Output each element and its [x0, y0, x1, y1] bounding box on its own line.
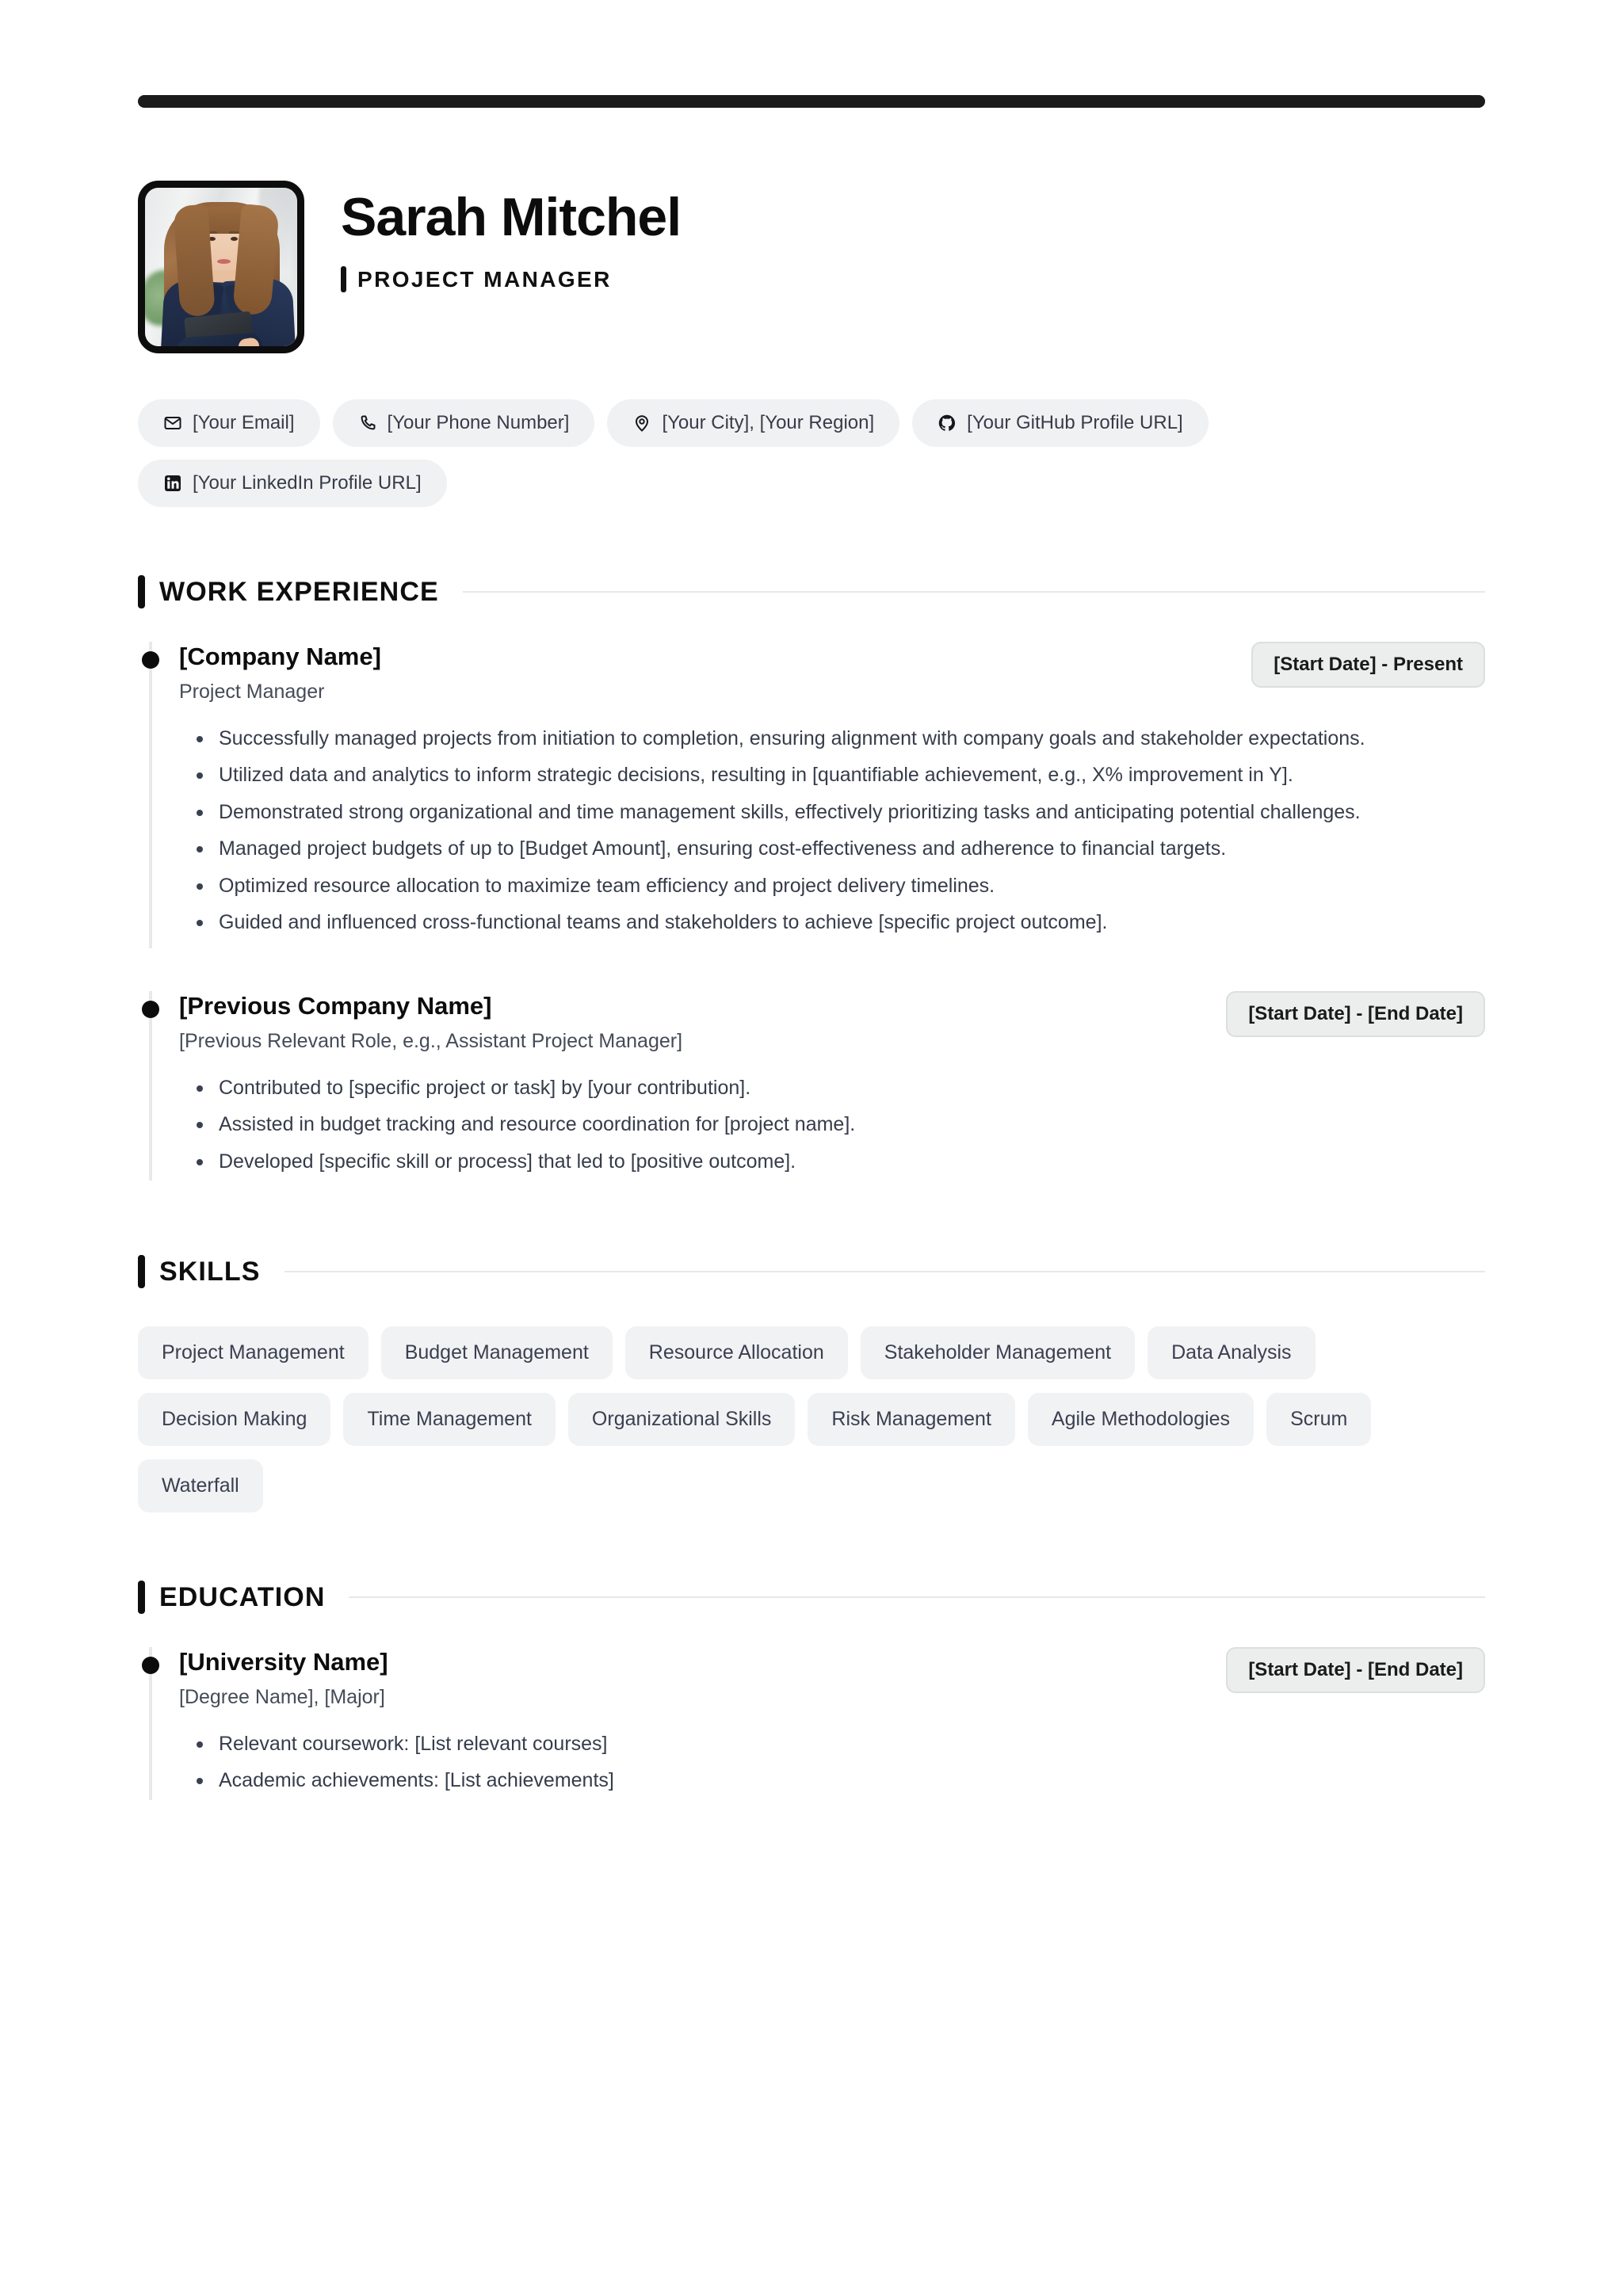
- top-accent-rule: [138, 95, 1485, 108]
- section-title-work: WORK EXPERIENCE: [159, 576, 439, 607]
- contact-github-label: [Your GitHub Profile URL]: [967, 412, 1183, 433]
- section-header: [138, 1581, 1485, 1614]
- timeline-dot: [142, 651, 159, 669]
- job-title: PROJECT MANAGER: [357, 266, 612, 292]
- identity-block: [341, 181, 681, 292]
- education-entry: [138, 1647, 1485, 1806]
- skill-chip: Agile Methodologies: [1028, 1393, 1254, 1446]
- skill-chip: Waterfall: [138, 1459, 263, 1512]
- entry-header: [179, 1647, 1485, 1709]
- envelope-icon: [163, 414, 182, 433]
- contact-phone[interactable]: [333, 399, 595, 447]
- work-entry-list: [138, 642, 1485, 1187]
- contact-location[interactable]: [607, 399, 899, 447]
- list-item: Guided and influenced cross-functional teams and stakeholders to achieve [specific project outcome].: [214, 906, 1485, 939]
- section-accent-bar: [138, 1581, 145, 1614]
- section-title-skills: SKILLS: [159, 1256, 261, 1287]
- skill-chip: Budget Management: [381, 1326, 613, 1379]
- phone-icon: [358, 414, 377, 433]
- avatar-image: [145, 188, 297, 346]
- location-pin-icon: [632, 414, 651, 433]
- resume-sheet: [138, 0, 1485, 1806]
- entry-organization: [Previous Company Name]: [179, 991, 492, 1020]
- skill-chip: Risk Management: [808, 1393, 1014, 1446]
- avatar: [138, 181, 304, 353]
- skill-chip: Resource Allocation: [625, 1326, 848, 1379]
- list-item: Demonstrated strong organizational and time management skills, effectively prioritizing tasks and anticipating potential challenges.: [214, 796, 1485, 829]
- contact-email-label: [Your Email]: [193, 412, 295, 433]
- list-item: Successfully managed projects from initiation to completion, ensuring alignment with company goals and stakeholder expectations.: [214, 723, 1485, 755]
- section-work-experience: [138, 575, 1485, 1187]
- education-entry-list: [138, 1647, 1485, 1806]
- skill-chip: Data Analysis: [1148, 1326, 1315, 1379]
- entry-header: [179, 991, 1485, 1053]
- section-accent-bar: [138, 1255, 145, 1288]
- contact-phone-label: [Your Phone Number]: [387, 412, 570, 433]
- skill-chip: Time Management: [343, 1393, 556, 1446]
- resume-header: [138, 181, 1485, 353]
- entry-bullet-list: [179, 723, 1485, 939]
- section-accent-bar: [138, 575, 145, 608]
- work-entry: [138, 642, 1485, 948]
- entry-date-badge: [Start Date] - [End Date]: [1226, 1647, 1485, 1693]
- list-item: Relevant coursework: [List relevant courses]: [214, 1728, 1485, 1760]
- role-line: [341, 266, 681, 292]
- github-icon: [938, 414, 957, 433]
- skill-chip: Organizational Skills: [568, 1393, 796, 1446]
- entry-date-badge: [Start Date] - [End Date]: [1226, 991, 1485, 1037]
- contact-email[interactable]: [138, 399, 320, 447]
- timeline-dot: [142, 1657, 159, 1674]
- section-education: [138, 1581, 1485, 1806]
- list-item: Developed [specific skill or process] that led to [positive outcome].: [214, 1146, 1485, 1178]
- page-title: Sarah Mitchel: [341, 187, 682, 247]
- entry-bullet-list: [179, 1728, 1485, 1797]
- skill-chip: Scrum: [1266, 1393, 1371, 1446]
- contact-linkedin-label: [Your LinkedIn Profile URL]: [193, 472, 422, 494]
- list-item: Managed project budgets of up to [Budget Amount], ensuring cost-effectiveness and adherence to financial targets.: [214, 833, 1485, 865]
- timeline-dot: [142, 1001, 159, 1018]
- skill-chip: Decision Making: [138, 1393, 330, 1446]
- contact-github[interactable]: [912, 399, 1209, 447]
- entry-header: [179, 642, 1485, 704]
- list-item: Contributed to [specific project or task] by [your contribution].: [214, 1072, 1485, 1104]
- section-divider: [349, 1596, 1485, 1598]
- skill-list: [138, 1326, 1406, 1512]
- entry-organization: [Company Name]: [179, 643, 381, 670]
- contact-list: [138, 399, 1406, 507]
- list-item: Academic achievements: [List achievements]: [214, 1764, 1485, 1797]
- list-item: Optimized resource allocation to maximize team efficiency and project delivery timelines.: [214, 870, 1485, 902]
- contact-location-label: [Your City], [Your Region]: [662, 412, 875, 433]
- linkedin-icon: [163, 474, 182, 493]
- entry-degree: [Degree Name], [Major]: [179, 1685, 385, 1708]
- entry-bullet-list: [179, 1072, 1485, 1178]
- entry-role: [Previous Relevant Role, e.g., Assistant Project Manager]: [179, 1029, 683, 1052]
- section-divider: [463, 591, 1485, 593]
- skill-chip: Stakeholder Management: [861, 1326, 1135, 1379]
- section-divider: [285, 1271, 1486, 1272]
- skill-chip: Project Management: [138, 1326, 369, 1379]
- list-item: Assisted in budget tracking and resource coordination for [project name].: [214, 1108, 1485, 1141]
- section-header: [138, 1255, 1485, 1288]
- contact-linkedin[interactable]: [138, 460, 447, 507]
- work-entry: [138, 991, 1485, 1187]
- section-title-education: EDUCATION: [159, 1581, 326, 1612]
- entry-date-badge: [Start Date] - Present: [1251, 642, 1485, 688]
- entry-organization: [University Name]: [179, 1648, 388, 1676]
- section-header: [138, 575, 1485, 608]
- role-accent-bar: [341, 266, 346, 292]
- entry-role: Project Manager: [179, 680, 325, 703]
- list-item: Utilized data and analytics to inform strategic decisions, resulting in [quantifiable achievement, e.g., X% improvement in Y].: [214, 759, 1485, 791]
- section-skills: [138, 1255, 1485, 1512]
